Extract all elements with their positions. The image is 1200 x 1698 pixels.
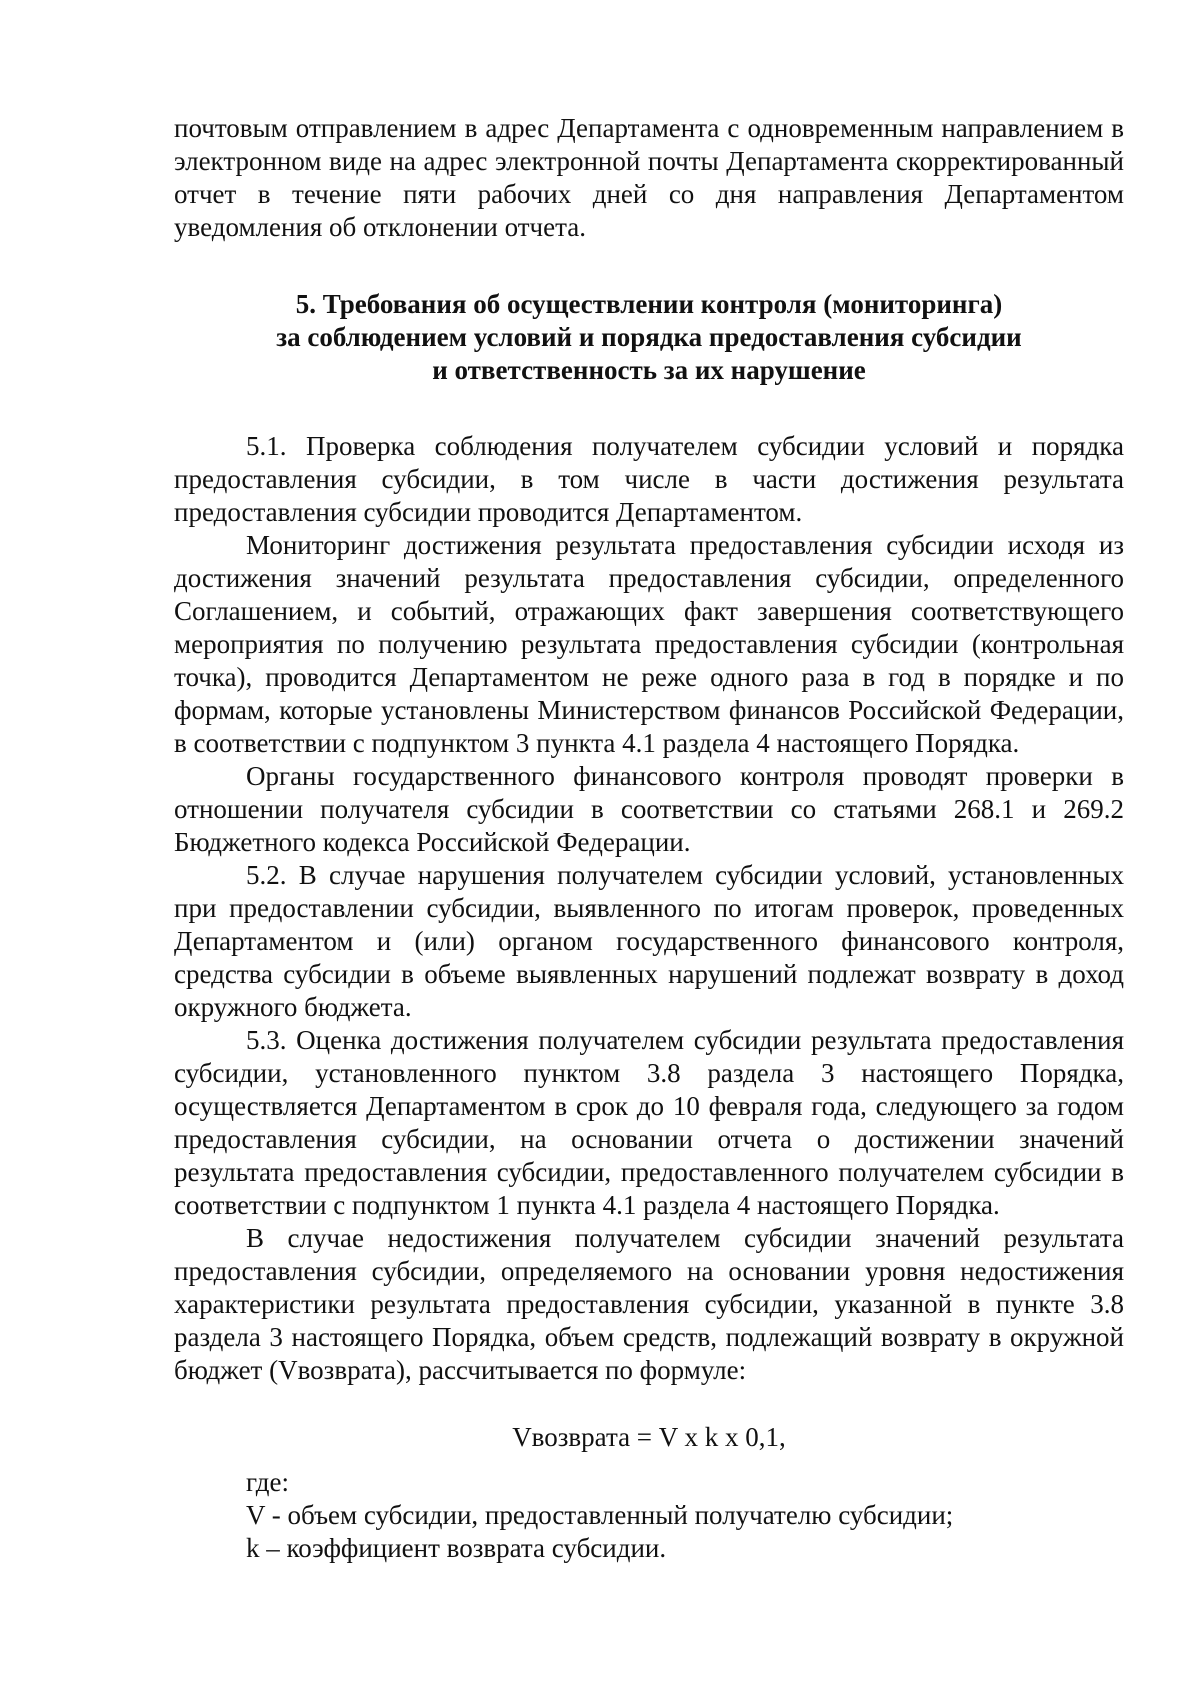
where-label: где: (246, 1467, 289, 1497)
return-formula: Vвозврата = V x k x 0,1, (512, 1422, 786, 1452)
paragraph-5-2: 5.2. В случае нарушения получателем субсидии условий, установленных при предоставлении субсидии, выявленного по итогам проверок, проведенных Департаментом и (или) органом государственного финансового контроля, средства субсидии в объеме выявленных нарушений подлежат возврату в доход окружного бюджета. (174, 860, 1124, 1022)
intro-paragraph: почтовым отправлением в адрес Департамента с одновременным направлением в электронном виде на адрес электронной почты Департамента скорректированный отчет в течение пяти рабочих дней со дня направления Департаментом уведомления об отклонении отчета. (174, 113, 1124, 242)
paragraph-monitoring: Мониторинг достижения результата предоставления субсидии исходя из достижения значений результата предоставления субсидии, определенного Соглашением, и событий, отражающих факт завершения соответствующего мероприятия по получению результата предоставления субсидии (контрольная точка), проводится Департаментом не реже одного раза в год в порядке и по формам, которые установлены Министерством финансов Российской Федерации, в соответствии с подпунктом 3 пункта 4.1 раздела 4 настоящего Порядка. (174, 530, 1124, 758)
paragraph-5-3: 5.3. Оценка достижения получателем субсидии результата предоставления субсидии, установленного пунктом 3.8 раздела 3 настоящего Порядка, осуществляется Департаментом в срок до 10 февраля года, следующего за годом предоставления субсидии, на основании отчета о достижении значений результата предоставления субсидии, предоставленного получателем субсидии в соответствии с подпунктом 1 пункта 4.1 раздела 4 настоящего Порядка. (174, 1025, 1124, 1220)
section-heading-line-2: за соблюдением условий и порядка предоставления субсидии (276, 322, 1022, 352)
paragraph-state-control: Органы государственного финансового контроля проводят проверки в отношении получателя субсидии в соответствии со статьями 268.1 и 269.2 Бюджетного кодекса Российской Федерации. (174, 761, 1124, 857)
section-heading-line-3: и ответственность за их нарушение (432, 355, 866, 385)
section-heading-line-1: 5. Требования об осуществлении контроля (мониторинга) (295, 289, 1003, 319)
paragraph-5-1: 5.1. Проверка соблюдения получателем субсидии условий и порядка предоставления субсидии, в том числе в части достижения результата предоставления субсидии проводится Департаментом. (174, 431, 1124, 527)
document-body (174, 112, 1124, 1565)
paragraph-non-achievement: В случае недостижения получателем субсидии значений результата предоставления субсидии, определяемого на основании уровня недостижения характеристики результата предоставления субсидии, указанной в пункте 3.8 раздела 3 настоящего Порядка, объем средств, подлежащий возврату в окружной бюджет (Vвозврата), рассчитывается по формуле: (174, 1223, 1124, 1385)
section-heading (174, 288, 1124, 387)
definition-v: V - объем субсидии, предоставленный получателю субсидии; (246, 1500, 954, 1530)
definition-k: k – коэффициент возврата субсидии. (246, 1533, 667, 1563)
